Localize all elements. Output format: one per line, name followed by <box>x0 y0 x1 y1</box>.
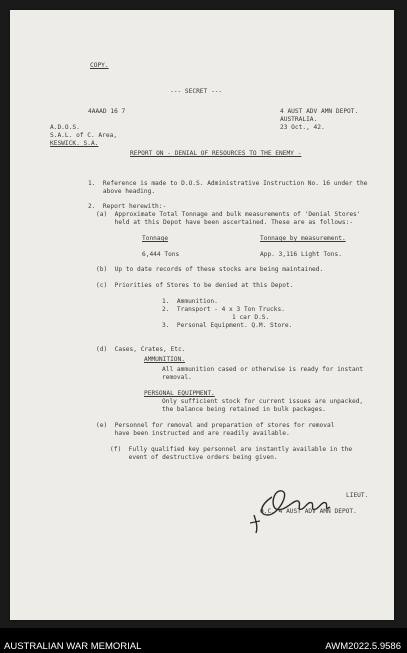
paragraph-2-intro: 2. Report herewith:- <box>88 203 167 210</box>
personal-equipment-line-1: Only sufficient stock for current issues are unpacked, <box>162 398 364 405</box>
paragraph-2d: (d) Cases, Crates, Etc. <box>96 346 186 353</box>
paragraph-2a-line-1: (a) Approximate Total Tonnage and bulk measurements of 'Denial Stores' <box>96 211 361 218</box>
reference-number: 4AAAD 16 7 <box>88 108 126 115</box>
priority-item-3: 3. Personal Equipment. Q.M. Store. <box>162 322 293 329</box>
ammunition-line-2: removal. <box>162 374 192 381</box>
signature-rank: LIEUT. <box>346 492 369 499</box>
ammunition-line-1: All ammunition cased or otherwise is ready for instant <box>162 366 364 373</box>
paragraph-1-line-1: 1. Reference is made to D.O.S. Administrative Instruction No. 16 under the <box>88 180 368 187</box>
tonnage-value: 6,444 Tons <box>142 251 180 258</box>
paragraph-1-line-2: above heading. <box>88 188 156 195</box>
paragraph-2a-line-2: held at this Depot have been ascertained. These are as follows:- <box>96 219 354 226</box>
addressee-line-2: S.A.L. of C. Area, <box>50 132 118 139</box>
signature-title: O.C. 4 AUST ADV AMN DEPOT. <box>260 508 357 515</box>
paragraph-2e-line-1: (e) Personnel for removal and preparation of stores for removal <box>96 422 335 429</box>
addressee-line-3: KESWICK. S.A. <box>50 140 99 147</box>
addressee-line-1: A.D.O.S. <box>50 124 80 131</box>
paragraph-2c: (c) Priorities of Stores to be denied at this Depot. <box>96 282 294 289</box>
footer-institution: AUSTRALIAN WAR MEMORIAL <box>4 641 142 652</box>
ammunition-heading: AMMUNITION. <box>144 356 185 363</box>
paragraph-2f-line-1: (f) Fully qualified key personnel are instantly available in the <box>110 446 353 453</box>
personal-equipment-heading: PERSONAL EQUIPMENT. <box>144 390 215 397</box>
sender-unit: 4 AUST ADV AMN DEPOT. <box>280 108 359 115</box>
document-page <box>10 10 394 620</box>
priority-item-2-continued: 1 car D.S. <box>232 314 270 321</box>
copy-label: COPY. <box>90 62 109 69</box>
paragraph-2e-line-2: have been instructed and are readily available. <box>96 430 290 437</box>
classification-label: --- SECRET --- <box>170 88 223 95</box>
archive-footer <box>0 628 407 653</box>
priority-item-2: 2. Transport - 4 x 3 Ton Trucks. <box>162 306 285 313</box>
tonnage-column-heading: Tonnage <box>142 235 169 242</box>
personal-equipment-line-2: the balance being retained in bulk packages. <box>162 406 326 413</box>
sender-location: AUSTRALIA. <box>280 116 318 123</box>
paragraph-2b: (b) Up to date records of these stocks are being maintained. <box>96 266 324 273</box>
measurement-value: App. 3,116 Light Tons. <box>260 251 342 258</box>
subject-line: REPORT ON - DENIAL OF RESOURCES TO THE ENEMY - <box>130 150 302 157</box>
priority-item-1: 1. Ammunition. <box>162 298 218 305</box>
footer-accession-number: AWM2022.5.9586 <box>325 641 401 652</box>
measurement-column-heading: Tonnage by measurement. <box>260 235 346 242</box>
letter-date: 23 Oct., 42. <box>280 124 325 131</box>
paragraph-2f-line-2: event of destructive orders being given. <box>110 454 278 461</box>
